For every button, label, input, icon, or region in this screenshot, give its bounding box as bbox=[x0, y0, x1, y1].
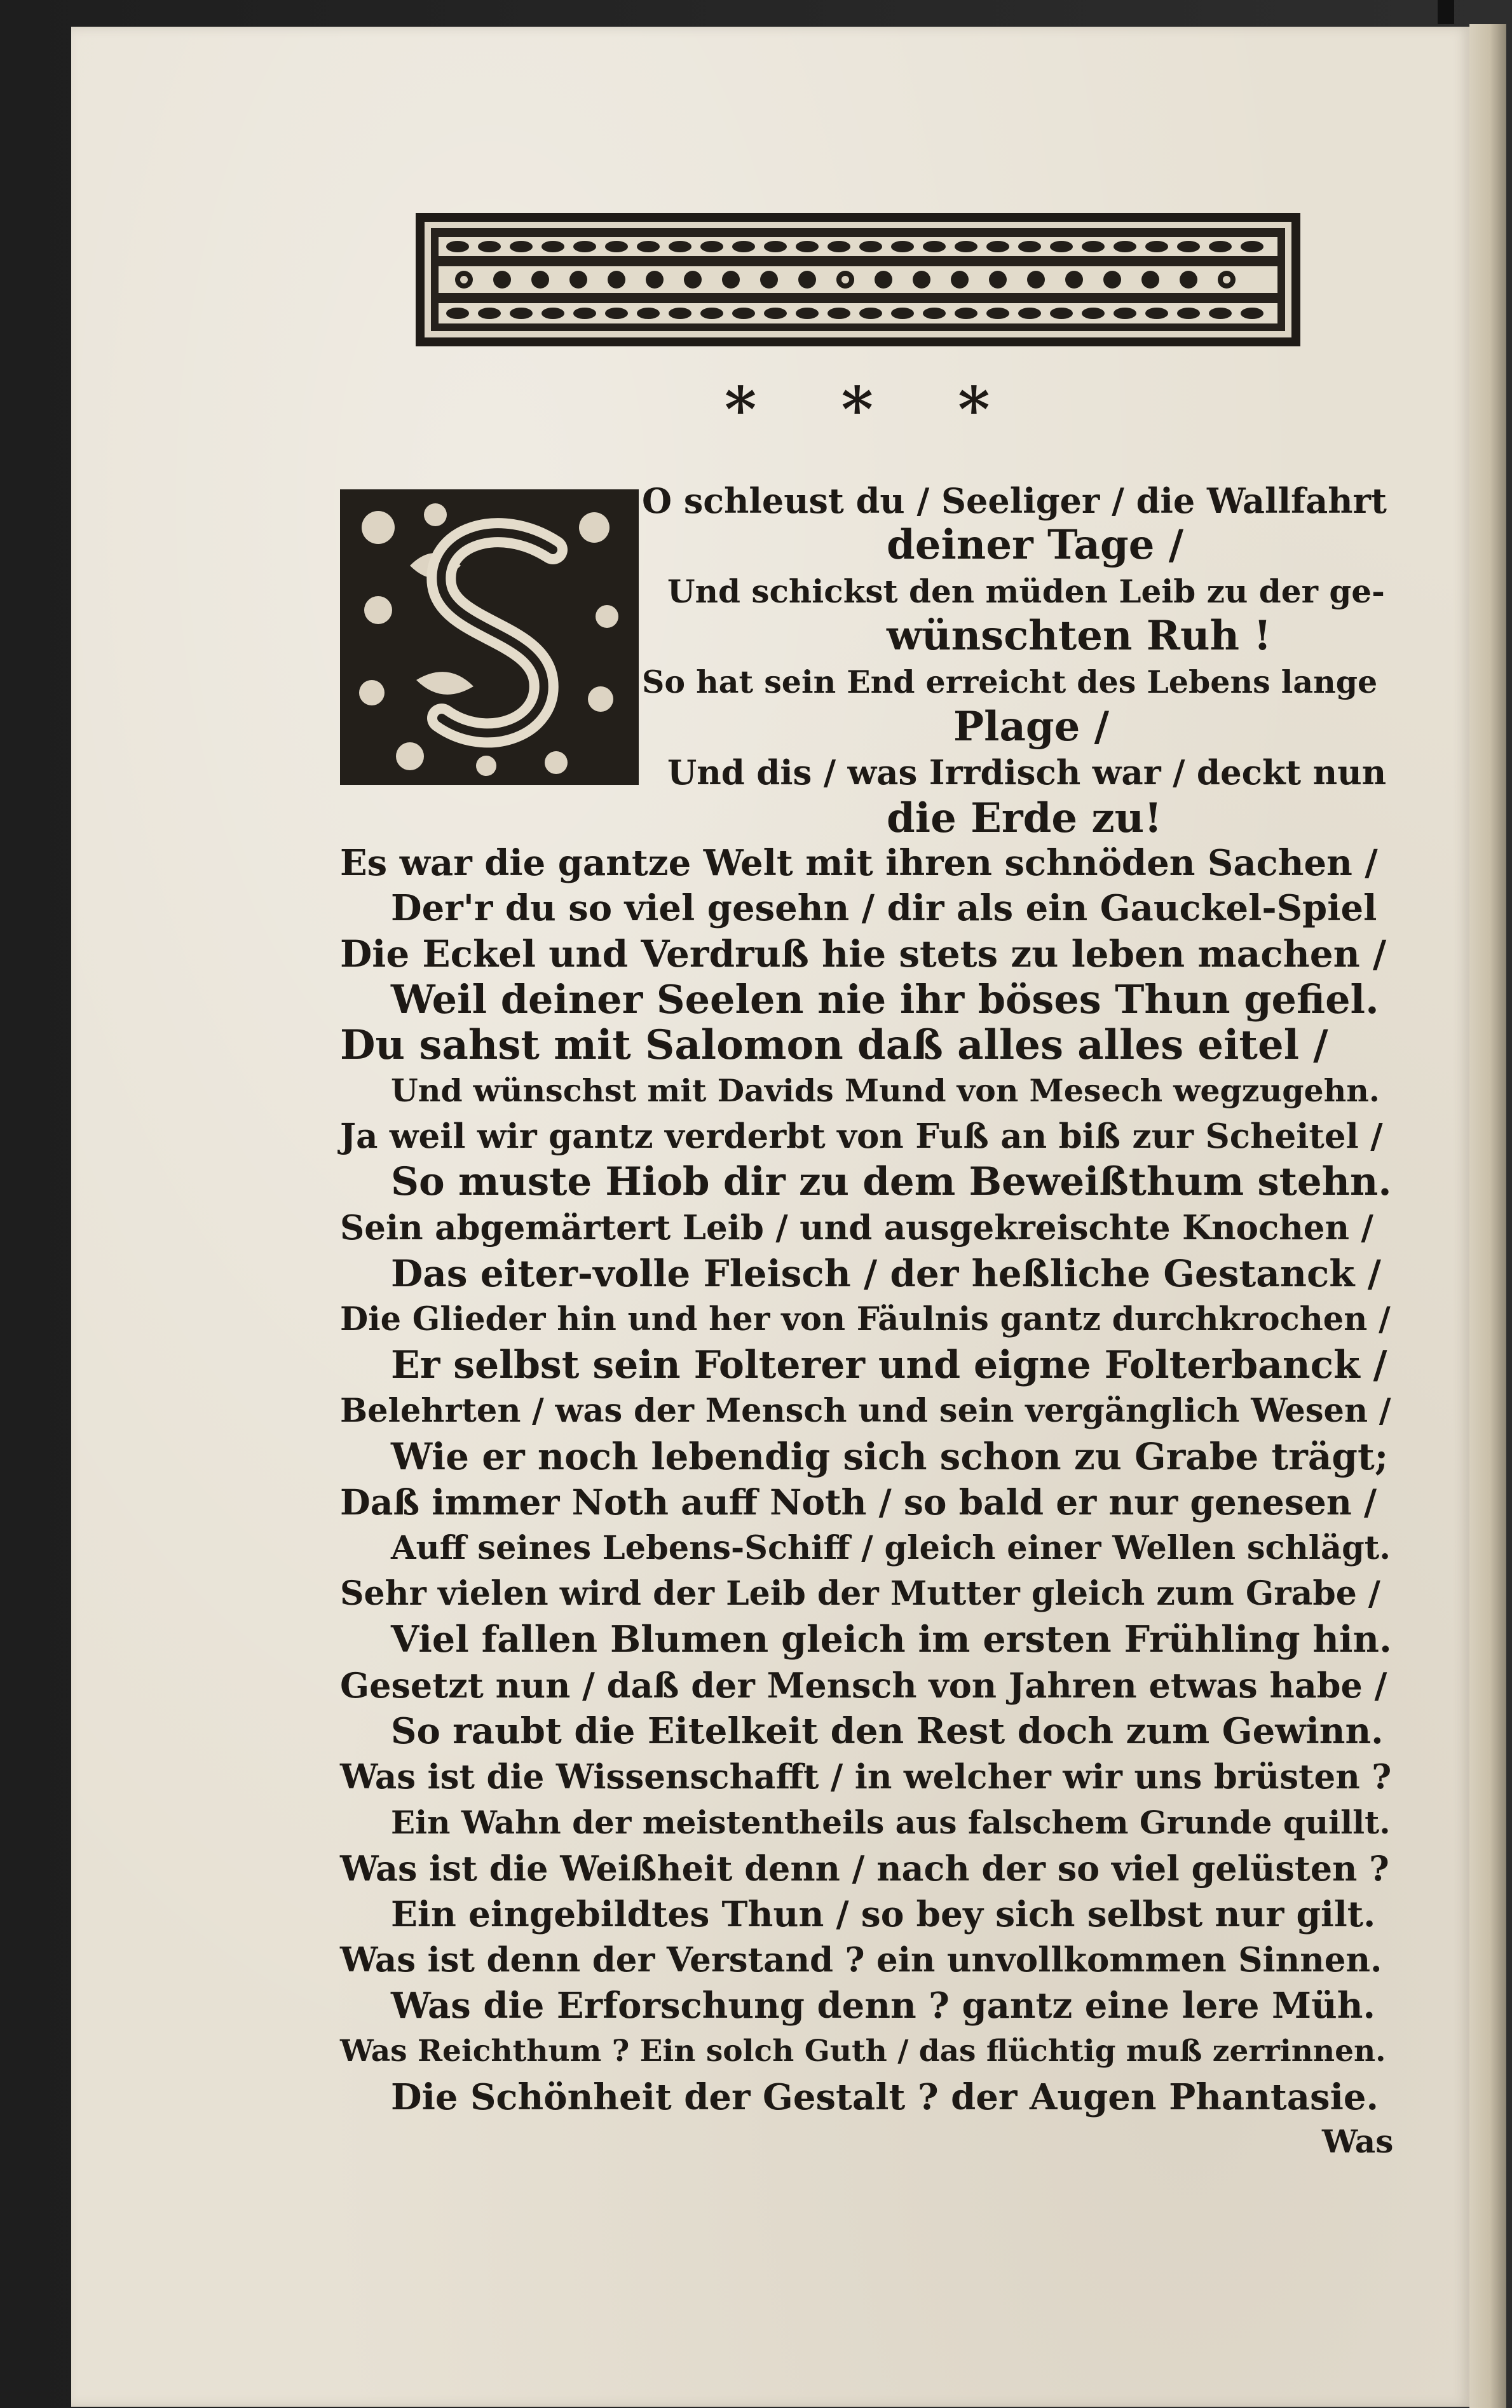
asterism: * * * bbox=[725, 374, 1022, 446]
text-line: Belehrten / was der Mensch und sein vergänglich Wesen / bbox=[340, 1392, 1391, 1430]
text-line: die Erde zu! bbox=[887, 794, 1162, 842]
text-line: deiner Tage / bbox=[887, 521, 1184, 569]
text-line: Ein eingebildtes Thun / so bey sich selbst nur gilt. bbox=[391, 1893, 1376, 1935]
text-line: O schleust du / Seeliger / die Wallfahrt bbox=[642, 480, 1387, 521]
text-line: Daß immer Noth auff Noth / so bald er nur genesen / bbox=[340, 1481, 1377, 1523]
catchword: Was bbox=[1322, 2123, 1394, 2160]
text-line: Die Glieder hin und her von Fäulnis gantz durchkrochen / bbox=[340, 1300, 1391, 1338]
text-line: Was ist die Weißheit denn / nach der so viel gelüsten ? bbox=[340, 1848, 1389, 1889]
text-line: Der'r du so viel gesehn / dir als ein Gauckel-Spiel bbox=[391, 887, 1377, 929]
text-line: Was Reichthum ? Ein solch Guth / das flüchtig muß zerrinnen. bbox=[340, 2034, 1386, 2069]
text-line: So raubt die Eitelkeit den Rest doch zum Gewinn. bbox=[391, 1710, 1384, 1752]
text-line: Gesetzt nun / daß der Mensch von Jahren etwas habe / bbox=[340, 1665, 1387, 1706]
ornamented-initial-icon bbox=[340, 489, 639, 785]
text-line: wünschten Ruh ! bbox=[887, 612, 1272, 660]
facing-page-edge bbox=[1469, 24, 1506, 2408]
text-line: Und dis / was Irrdisch war / deckt nun bbox=[667, 753, 1387, 792]
text-line: Es war die gantze Welt mit ihren schnöden Sachen / bbox=[340, 842, 1378, 884]
text-line: Ja weil wir gantz verderbt von Fuß an biß zur Scheitel / bbox=[340, 1117, 1383, 1156]
scan-background-corner bbox=[1438, 0, 1454, 24]
text-line: Was ist die Wissenschafft / in welcher wir uns brüsten ? bbox=[340, 1757, 1392, 1797]
text-line: Und schickst den müden Leib zu der ge- bbox=[667, 573, 1385, 610]
text-line: Die Schönheit der Gestalt ? der Augen Phantasie. bbox=[391, 2076, 1379, 2118]
text-line: Er selbst sein Folterer und eigne Folterbanck / bbox=[391, 1343, 1387, 1387]
text-line: Das eiter-volle Fleisch / der heßliche Gestanck / bbox=[391, 1252, 1381, 1295]
text-line: Viel fallen Blumen gleich im ersten Frühling hin. bbox=[391, 1618, 1392, 1661]
text-line: Sehr vielen wird der Leib der Mutter gleich zum Grabe / bbox=[340, 1574, 1380, 1613]
text-line: So muste Hiob dir zu dem Beweißthum stehn. bbox=[391, 1159, 1392, 1204]
text-line: Weil deiner Seelen nie ihr böses Thun gefiel. bbox=[391, 976, 1379, 1023]
text-line: Ein Wahn der meistentheils aus falschem Grunde quillt. bbox=[391, 1804, 1391, 1841]
text-line: Was ist denn der Verstand ? ein unvollkommen Sinnen. bbox=[340, 1940, 1382, 1980]
text-line: Und wünschst mit Davids Mund von Mesech wegzugehn. bbox=[391, 1072, 1380, 1109]
decorative-headpiece-icon bbox=[413, 200, 1303, 359]
text-line: Was die Erforschung denn ? gantz eine lere Müh. bbox=[391, 1985, 1375, 2027]
text-line: So hat sein End erreicht des Lebens lange bbox=[642, 663, 1378, 700]
text-line: Auff seines Lebens-Schiff / gleich einer Wellen schlägt. bbox=[391, 1529, 1391, 1567]
text-line: Wie er noch lebendig sich schon zu Grabe trägt; bbox=[391, 1435, 1389, 1478]
text-line: Plage / bbox=[953, 703, 1110, 751]
text-line: Du sahst mit Salomon daß alles alles eitel / bbox=[340, 1021, 1328, 1069]
text-line: Sein abgemärtert Leib / und ausgekreischte Knochen / bbox=[340, 1208, 1373, 1248]
text-line: Die Eckel und Verdruß hie stets zu leben machen / bbox=[340, 932, 1387, 976]
